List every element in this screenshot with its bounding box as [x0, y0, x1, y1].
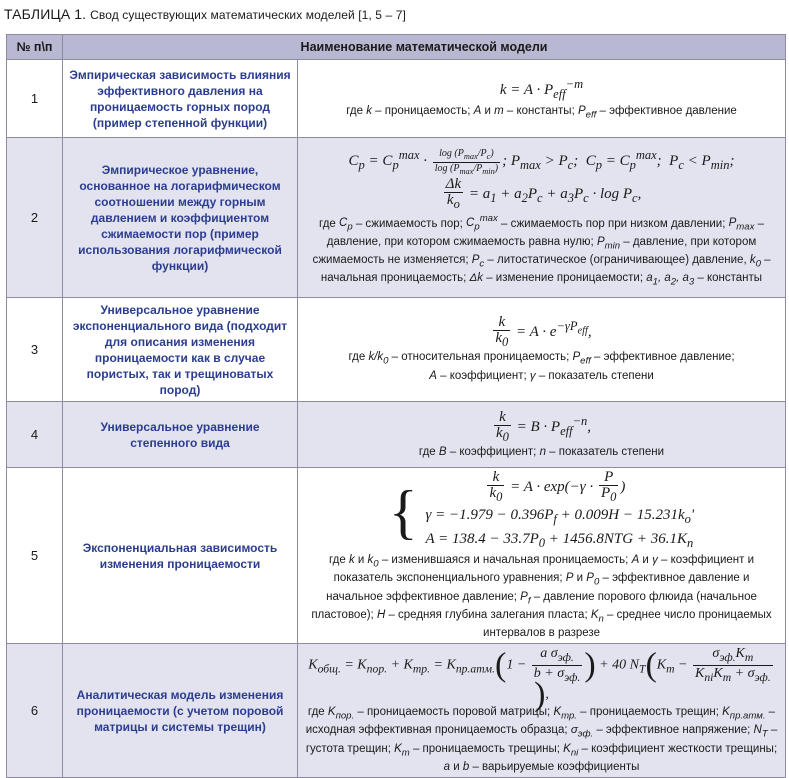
table-header-row: [7, 35, 786, 60]
table-row: [7, 402, 786, 468]
relative-k-fraction: $\frac{k}{k_0}$: [495, 408, 509, 444]
model-formula: $\frac{\Delta k}{k_o}$ = $a_1 + a_2P_c + a_3P_c \cdot \log P_c$,: [445, 175, 642, 211]
row-number: 4: [7, 402, 63, 468]
model-description: где k и $k_0$ – изменившаяся и начальная проницаемость; A и γ – коэффициент и показатель экспоненциального уравнения; P и $P_0$ – эффективное давление и начальное эффективное давление; $P_f$ – давление порового флюида (начальное пластовое); H – средняя глубина залегания пласта; $K_n$ – среднее число проницаемых интервалов в разрезе: [311, 554, 772, 640]
delta-k-fraction: $\frac{\Delta k}{k_o}$: [445, 175, 462, 211]
model-description: где $C_p$ – сжимаемость пор; $C_p^{max}$ – сжимаемость пор при низком давлении; $P_{max}$ – давление, при котором сжимаемость равна нулю; $P_{min}$ – давление, при котором сжимаемость не изменяется; $P_c$ – литостатическое (ограничивающее) давление, $k_0$ – начальная проницаемость; Δk – изменение проницаемости; $a_1$, $a_2$, $a_3$ – константы: [312, 213, 771, 288]
model-name: Аналитическая модель изменения проницаемости (с учетом поровой матрицы и системы трещин): [63, 644, 298, 778]
model-formula: $\frac{k}{k_0}$ = $B \cdot P_{eff}^{-n}$,: [495, 408, 592, 444]
model-cell: [298, 468, 786, 644]
system-brace: {: [388, 478, 418, 545]
table-row: [7, 644, 786, 778]
pressure-ratio-fraction: $\frac{P}{P_0}$: [600, 469, 617, 504]
model-name: Универсальное уравнение экспоненциального вида (подходит для описания изменения проницаемости как в случае пористых, так и трещиноватых пород): [63, 298, 298, 402]
table-row: [7, 298, 786, 402]
table-row: [7, 138, 786, 298]
relative-k-fraction: $\frac{k}{k_0}$: [489, 469, 503, 504]
model-description: где $k/k_0$ – относительная проницаемость; $P_{eff}$ – эффективное давление; A – коэффициент; γ – показатель степени: [348, 351, 735, 382]
model-formula: $\frac{k}{k_0}$ = $A \cdot e^{-\gamma P_{eff}}$,: [495, 314, 592, 350]
model-formula-system: [304, 470, 779, 553]
model-description: где k – проницаемость; A и m – константы; $P_{eff}$ – эффективное давление: [346, 105, 737, 121]
row-number: 6: [7, 644, 63, 778]
stress-fraction: $\frac{a \sigma_{эф.}}{b + \sigma_{эф.}}$: [533, 646, 581, 684]
model-name: Эмпирическая зависимость влияния эффективного давления на проницаемость горных пород (пример степенной функции): [63, 60, 298, 138]
model-cell: [298, 138, 786, 298]
relative-k-fraction: $\frac{k}{k_0}$: [495, 314, 509, 350]
model-formula: $k = A \cdot P_{eff}^{-m}$: [499, 77, 584, 102]
table-row: [7, 468, 786, 644]
row-number: 2: [7, 138, 63, 298]
header-model-name: Наименование математической модели: [63, 35, 786, 60]
row-number: 3: [7, 298, 63, 402]
table-row: [7, 60, 786, 138]
model-cell: [298, 402, 786, 468]
model-cell: [298, 60, 786, 138]
model-name: Универсальное уравнение степенного вида: [63, 402, 298, 468]
model-cell: [298, 298, 786, 402]
table-caption-label: ТАБЛИЦА 1.: [4, 6, 87, 22]
row-number: 1: [7, 60, 63, 138]
model-name: Экспоненциальная зависимость изменения проницаемости: [63, 468, 298, 644]
table-caption: [4, 6, 406, 22]
row-number: 5: [7, 468, 63, 644]
header-number: № п\п: [7, 35, 63, 60]
models-table: [6, 34, 786, 778]
model-formula: $C_p = C_p^{max}$ · $\frac{\log (P_{max}/P_c)}{\log (P_{max}/P_{min})}$ ; $P_{max} > P_c$; $C_p = C_p^{max}$; $P_c < P_{min}$;: [348, 147, 735, 176]
model-formula: $K_{общ.} = K_{пор.} + K_{тр.} = K_{пр.атм.}(1$ − $\frac{a \sigma_{эф.}}{b + \sigma_{эф.}}$ ) + 40 $N_T(K_m$ − $\frac{\sigma_{эф.}K_m}{K_{ni}K_m + \sigma_{эф.}}$ ),: [308, 646, 771, 713]
model-cell: [298, 644, 786, 778]
model-description: где $K_{пор.}$ – проницаемость поровой матрицы; $K_{тр.}$ – проницаемость трещин; $K_{пр.атм.}$ – исходная эффективная проницаемость образца; $\sigma_{эф.}$ – эффективное напряжение; $N_T$ – густота трещин; $K_m$ – проницаемость трещины; $K_{ni}$ – коэффициент жесткости трещины; a и b – варьируемые коэффициенты: [305, 706, 778, 773]
stiffness-fraction: $\frac{\sigma_{эф.}K_m}{K_{ni}K_m + \sigma_{эф.}}$: [694, 646, 771, 684]
model-description: где B – коэффициент; n – показатель степени: [418, 445, 665, 458]
log-ratio-fraction: $\frac{\log (P_{max}/P_c)}{\log (P_{max}/P_{min})}$: [434, 147, 499, 176]
equation-system: $\frac{k}{k_0}$ = A · exp(−γ · $\frac{P}{P_0}$ ) $\gamma = -1.979 - 0.396P_f + 0.009H - 15.231k_o'$ $A = 138.4 - 33.7P_0 + 1456.8NTG + 36.1K_n$: [425, 469, 695, 550]
model-name: Эмпирическое уравнение, основанное на логарифмическом соотношении между горным давлением и коэффициентом сжимаемости пор (пример использования логарифмической функции): [63, 138, 298, 298]
table-caption-text: Свод существующих математических моделей [1, 5 – 7]: [90, 8, 406, 22]
